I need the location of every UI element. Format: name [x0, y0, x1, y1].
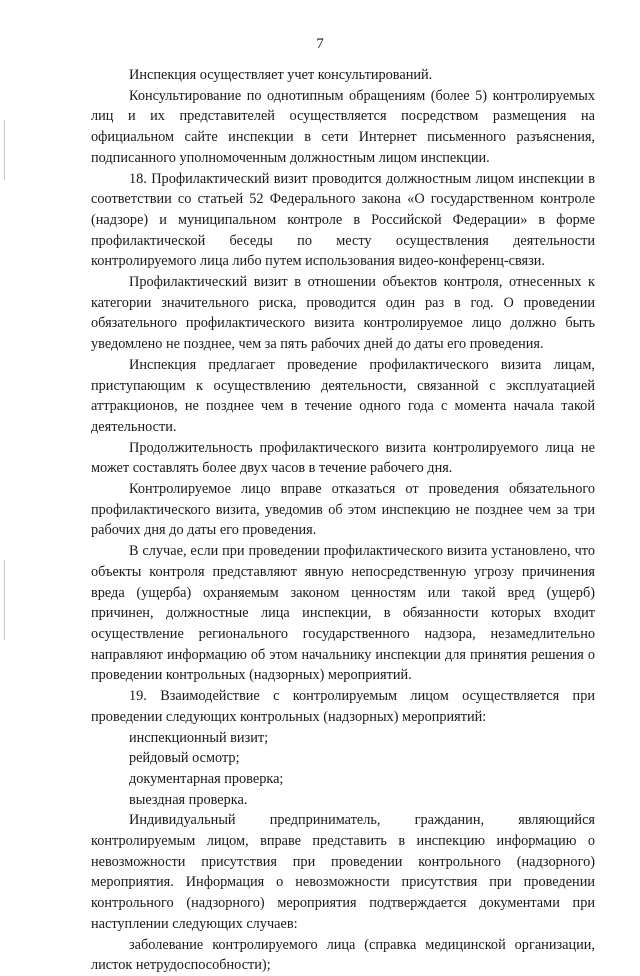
paragraph-consultation-accounting: Инспекция осуществляет учет консультирований. [129, 67, 433, 83]
paragraph-consultation-similar-requests: Консультирование по однотипным обращениям (более 5) контролируемых лиц и их представителей осуществляется посредством размещения на официальном сайте инспекции в сети Интернет письменного разъяснения, подписанного уполномоченным должностным лицом инспекции. [91, 87, 595, 166]
scan-edge-mark [4, 560, 5, 640]
list-item: инспекционный визит; [129, 729, 269, 746]
document-body [91, 65, 595, 976]
list-item: документарная проверка; [129, 770, 284, 787]
paragraph-item-18: 18. Профилактический визит проводится должностным лицом инспекции в соответствии со статьей 52 Федерального закона «О государственном контроле (надзоре) и муниципальном контроле в Российской Федерации» в форме профилактической беседы по месту осуществления деятельности контролируемого лица либо путем использования видео-конференц-связи. [91, 170, 595, 270]
paragraph-illness: заболевание контролируемого лица (справка медицинской организации, листок нетрудоспособности); [91, 936, 595, 974]
paragraph-refusal: Контролируемое лицо вправе отказаться от проведения обязательного профилактического визита, уведомив об этом инспекцию не позднее чем за три рабочих дня до даты его проведения. [91, 481, 595, 539]
paragraph-threat: В случае, если при проведении профилактического визита установлено, что объекты контроля представляют явную непосредственную угрозу причинения вреда (ущерба) охраняемым законом ценностям или такой вред (ущерб) причинен, должностные лица инспекции, в обязанности которых входит осуществление регионального государственного надзора, незамедлительно направляют информацию об этом начальнику инспекции для принятия решения о проведении контрольных (надзорных) мероприятий. [91, 543, 595, 684]
scan-edge-mark [4, 120, 5, 180]
paragraph-attractions: Инспекция предлагает проведение профилактического визита лицам, приступающим к осуществлению деятельности, связанной с эксплуатацией аттракционов, не позднее чем в течение одного года с момента начала такой деятельности. [91, 356, 595, 435]
paragraph-duration: Продолжительность профилактического визита контролируемого лица не может составлять более двух часов в течение рабочего дня. [91, 439, 595, 477]
list-item: рейдовый осмотр; [129, 750, 240, 767]
page-number: 7 [316, 36, 324, 52]
paragraph-item-19: 19. Взаимодействие с контролируемым лицом осуществляется при проведении следующих контрольных (надзорных) мероприятий: [91, 688, 595, 725]
paragraph-absence-info: Индивидуальный предприниматель, гражданин, являющийся контролируемым лицом, вправе представить в инспекцию информацию о невозможности присутствия при проведении контрольного (надзорного) мероприятия. Информация о невозможности присутствия при проведении контрольного (надзорного) мероприятия подтверждается документами при наступлении следующих случаев: [91, 812, 595, 932]
paragraph-significant-risk: Профилактический визит в отношении объектов контроля, отнесенных к категории значительного риска, проводится один раз в год. О проведении обязательного профилактического визита контролируемое лицо должно быть уведомлено не позднее, чем за пять рабочих дней до даты его проведения. [91, 274, 595, 353]
list-item: выездная проверка. [129, 791, 248, 808]
